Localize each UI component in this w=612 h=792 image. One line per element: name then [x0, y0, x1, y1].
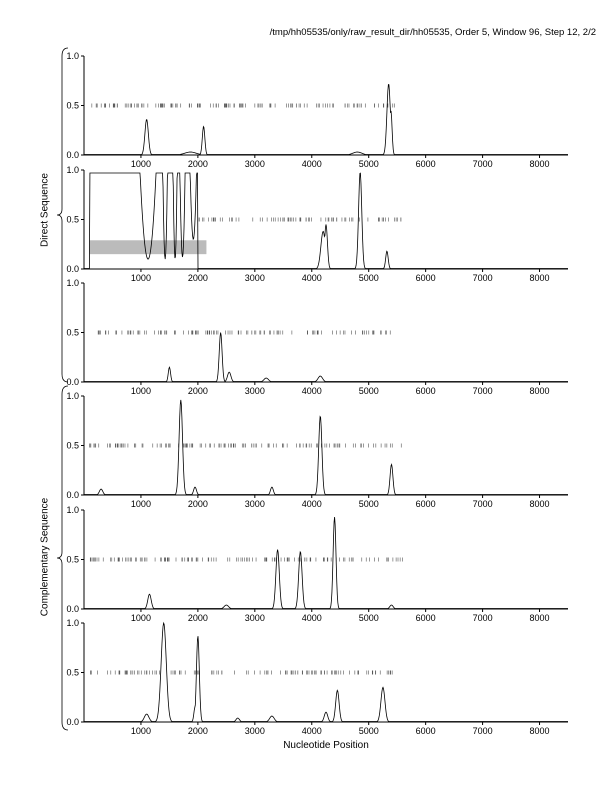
x-tick-label: 4000 — [301, 726, 322, 736]
y-tick-label: 0.5 — [66, 440, 79, 451]
x-tick-label: 2000 — [187, 386, 208, 396]
x-tick-label: 2000 — [187, 613, 208, 623]
x-tick-label: 1000 — [130, 726, 151, 736]
x-tick-label: 5000 — [358, 499, 379, 509]
x-tick-label: 5000 — [358, 613, 379, 623]
x-tick-label: 8000 — [529, 726, 550, 736]
highlight-band — [90, 240, 207, 254]
x-tick-label: 6000 — [415, 726, 436, 736]
y-tick-label: 1.0 — [66, 618, 79, 628]
x-tick-label: 1000 — [130, 499, 151, 509]
y-tick-label: 0.0 — [66, 150, 79, 160]
y-tick-label: 1.0 — [66, 391, 79, 401]
y-tick-label: 1.0 — [66, 505, 79, 515]
x-tick-label: 1000 — [130, 159, 151, 169]
y-tick-label: 1.0 — [66, 165, 79, 175]
x-tick-label: 2000 — [187, 499, 208, 509]
score-line — [84, 333, 568, 382]
x-tick-label: 6000 — [415, 159, 436, 169]
x-tick-label: 4000 — [301, 613, 322, 623]
x-tick-label: 3000 — [244, 726, 265, 736]
x-tick-label: 3000 — [244, 499, 265, 509]
x-tick-label: 6000 — [415, 273, 436, 283]
y-tick-label: 0.0 — [66, 717, 79, 727]
x-tick-label: 1000 — [130, 273, 151, 283]
x-tick-label: 4000 — [301, 386, 322, 396]
x-tick-label: 6000 — [415, 386, 436, 396]
x-tick-label: 1000 — [130, 613, 151, 623]
group-label-direct: Direct Sequence — [39, 173, 51, 247]
x-tick-label: 4000 — [301, 159, 322, 169]
x-tick-label: 6000 — [415, 499, 436, 509]
y-tick-label: 0.0 — [66, 604, 79, 614]
y-tick-label: 0.5 — [66, 554, 79, 565]
x-tick-label: 7000 — [472, 613, 493, 623]
x-tick-label: 8000 — [529, 499, 550, 509]
x-tick-label: 2000 — [187, 726, 208, 736]
x-tick-label: 7000 — [472, 386, 493, 396]
x-tick-label: 3000 — [244, 159, 265, 169]
x-tick-label: 8000 — [529, 386, 550, 396]
y-tick-label: 0.0 — [66, 377, 79, 387]
x-tick-label: 7000 — [472, 159, 493, 169]
figure-title: /tmp/hh05535/only/raw_result_dir/hh05535, Order 5, Window 96, Step 12, 2/2 — [269, 27, 596, 38]
x-tick-label: 7000 — [472, 273, 493, 283]
y-tick-label: 0.5 — [66, 214, 79, 225]
x-tick-label: 7000 — [472, 499, 493, 509]
score-line — [84, 400, 568, 495]
y-tick-label: 0.5 — [66, 667, 79, 678]
x-tick-label: 5000 — [358, 726, 379, 736]
x-tick-label: 2000 — [187, 159, 208, 169]
x-tick-label: 5000 — [358, 159, 379, 169]
x-tick-label: 4000 — [301, 499, 322, 509]
x-tick-label: 1000 — [130, 386, 151, 396]
group-label-complementary: Complementary Sequence — [39, 497, 51, 617]
x-tick-label: 5000 — [358, 386, 379, 396]
x-tick-label: 4000 — [301, 273, 322, 283]
x-tick-label: 8000 — [529, 273, 550, 283]
x-tick-label: 5000 — [358, 273, 379, 283]
y-tick-label: 0.5 — [66, 327, 79, 338]
x-tick-label: 8000 — [529, 613, 550, 623]
score-line — [84, 517, 568, 608]
x-tick-label: 8000 — [529, 159, 550, 169]
y-tick-label: 0.0 — [66, 490, 79, 500]
y-tick-label: 0.5 — [66, 100, 79, 111]
x-tick-label: 3000 — [244, 613, 265, 623]
x-axis-label: Nucleotide Position — [283, 740, 369, 751]
y-tick-label: 1.0 — [66, 51, 79, 61]
y-tick-label: 1.0 — [66, 278, 79, 288]
x-tick-label: 2000 — [187, 273, 208, 283]
x-tick-label: 6000 — [415, 613, 436, 623]
score-line — [84, 85, 568, 155]
x-tick-label: 3000 — [244, 386, 265, 396]
x-tick-label: 7000 — [472, 726, 493, 736]
x-tick-label: 3000 — [244, 273, 265, 283]
y-tick-label: 0.0 — [66, 264, 79, 274]
